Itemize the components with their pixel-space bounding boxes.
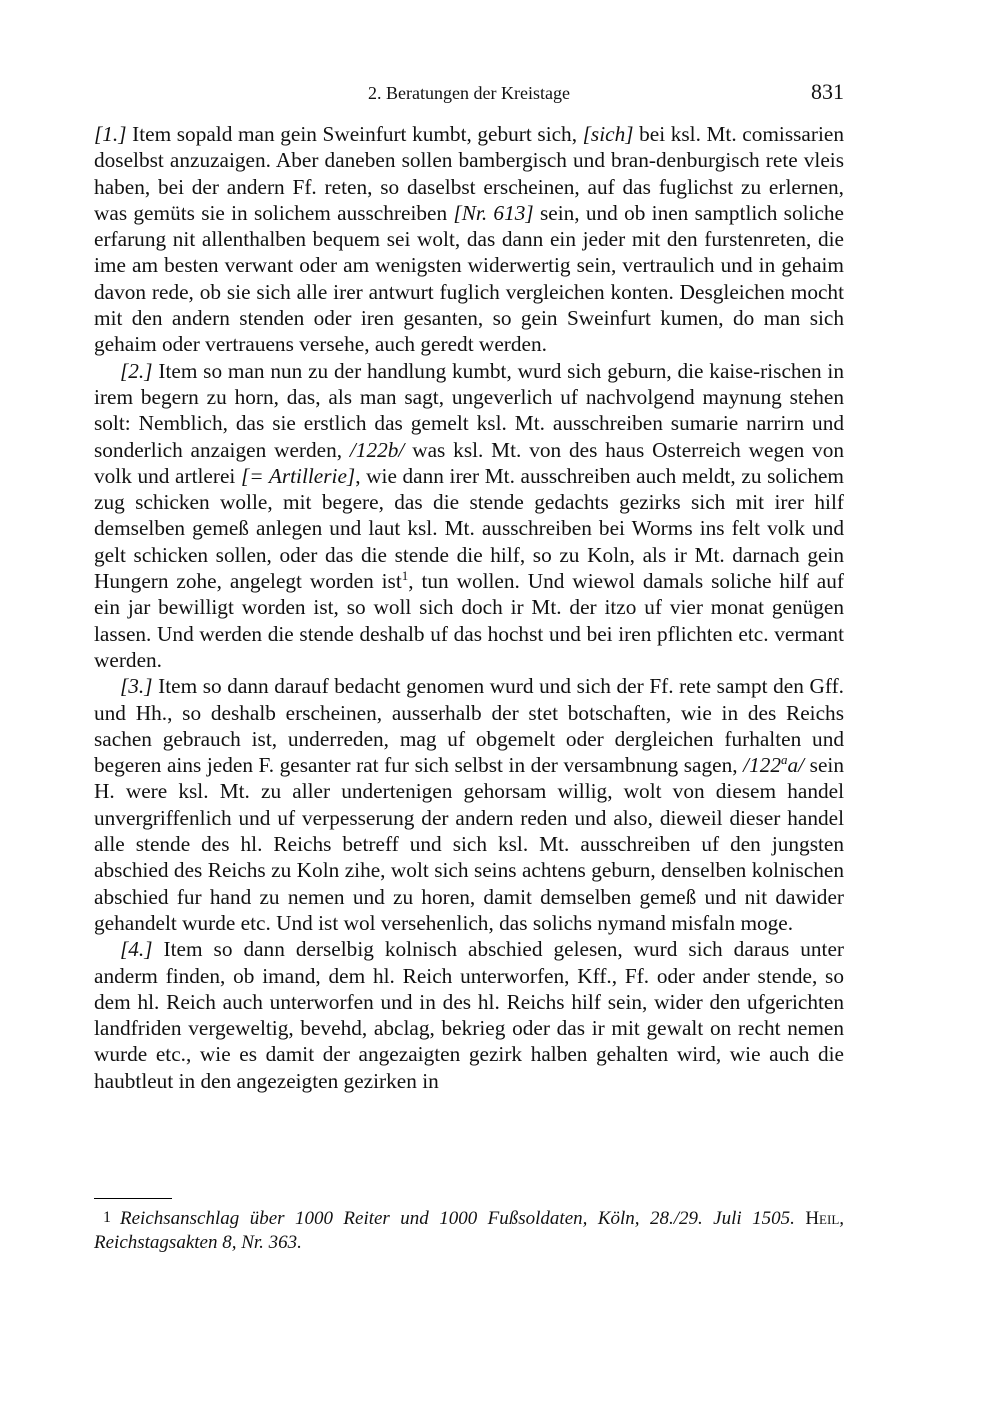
text-run: was ksl. Mt. von des haus Osterreich wegen von volk und artlerei bbox=[94, 437, 845, 488]
page-number: 831 bbox=[811, 79, 844, 104]
running-title: 2. Beratungen der Kreistage bbox=[368, 83, 570, 103]
text-run: Item so man nun zu der handlung kumbt, wurd sich geburn, die kaise-rischen in irem begern zu horn, das, als man sagt, ungeverlich uf nachvolgend maynung stehen solt: Nemblich, das sie erstlich das gemelt ksl. Mt. ausschreiben sumarie narrirn und sonderlich anzaigen werden, bbox=[94, 358, 844, 462]
footnote-reference[interactable]: 1 bbox=[401, 567, 409, 583]
text-run: Item so dann darauf bedacht genomen wurd und sich der Ff. rete sampt den Gff. und Hh., so deshalb erscheinen, ausserhalb der stet botschaften, wie in des Reichs sachen gebrauch ist, underreden, mag uf obgemelt oder dergleichen furhalten und begeren ains jeden F. gesanter rat fur sich selbst in der versambnung sagen, bbox=[94, 674, 844, 778]
footnote-number: 1 bbox=[103, 1209, 111, 1226]
paragraph-4 bbox=[94, 936, 844, 1094]
text-run: Item so dann derselbig kolnisch abschied gelesen, wurd sich daraus unter anderm finden, ob imand, dem hl. Reich unterworfen, Kff., Ff. oder ander stende, so dem hl. Reich auch unterworfen und in des hl. Reichs hilf sein, wider den ufgerichten landfriden vergeweltig, bevehd, abclag, bekrieg oder das ir mit gewalt on recht nemen wurde etc., wie es damit der angezaigten gezirk halben gehalten wird, wie auch die haubtleut in den angezeigten gezirken in bbox=[94, 937, 844, 1093]
text-run: sein H. were ksl. Mt. zu aller undertenigen gehorsam willig, wolt von diesem handel unvergriffenlich und uf verpesserung der andern reden und also, dieweil dieser handel alle stende des hl. Reichs betreff und sich ksl. Mt. ausschreiben uf den jungsten abschied des Reichs zu Koln zihe, wolt sich seins achtens geburn, denselben kolnischen abschied fur hand zu nemen und zu horen, damit demselben gemeß und nit dawider gehandelt wurde etc. Und ist wol versehenlich, das solichs nymand misfaln moge. bbox=[94, 753, 844, 935]
text-run: , wie dann irer Mt. ausschreiben auch meldt, zu solichem zug schicken wolle, mit begere, das die stende gedachts gezirks sich mit irer hilf demselben gemeß anlegen und laut ksl. Mt. ausschreiben bei Worms ins felt volk und gelt schicken sollen, oder das die stende die hilf, so zu Koln, als ir Mt. darnach gein Hungern zohe, angelegt worden ist bbox=[94, 463, 844, 594]
cross-reference: [Nr. 613] bbox=[453, 200, 534, 225]
paragraph-3 bbox=[94, 673, 844, 936]
text-run: bei ksl. Mt. comissarien doselbst anzuzaigen. Aber daneben sollen bambergisch und bran-denburgisch rete vleis haben, bei der andern Ff. reten, so daselbst erscheinen, auf das fuglichst zu erlernen, was gemüts sie in solichem ausschreiben bbox=[94, 122, 844, 225]
paragraph-1 bbox=[94, 121, 844, 358]
editorial-insertion: [sich] bbox=[582, 122, 634, 146]
main-text bbox=[94, 121, 844, 1094]
page-header bbox=[94, 79, 844, 109]
text-run: sein, und ob inen samptlich soliche erfarung nit allenthalben bequem sei wolt, das dann ein jeder mit den furstenreten, die ime am besten verwant oder am wenigsten widerwertig sein, vertraulich und in gehaim davon rede, ob sie sich alle irer antwurt fuglich vergleichen konten. Desgleichen mocht mit den andern stenden oder iren gesanten, so gein Sweinfurt kumen, do man sich gehaim oder vertrauens versehe, auch geredt werden. bbox=[94, 200, 844, 357]
folio-marker: /122b/ bbox=[349, 437, 405, 462]
section-marker: [3.] bbox=[120, 674, 153, 699]
paragraph-2 bbox=[94, 358, 844, 674]
text-run: Item sopald man gein Sweinfurt kumbt, geburt sich, bbox=[126, 122, 583, 146]
folio-number: /122 bbox=[743, 753, 782, 778]
footnote bbox=[94, 1206, 844, 1255]
folio-side: a/ bbox=[787, 753, 805, 778]
footnote-text: Reichsanschlag über 1000 Reiter und 1000 Fußsoldaten, Köln, 28./29. Juli 1505. bbox=[120, 1208, 795, 1229]
section-marker: [2.] bbox=[120, 358, 153, 383]
footnote-source: , Reichstagsakten 8, Nr. 363. bbox=[94, 1208, 845, 1253]
text-run: , tun wollen. Und wiewol damals soliche hilf auf ein jar bewilligt worden ist, so woll sich doch ir Mt. der itzo uf vier monat genügen lassen. Und werden die stende deshalb uf das hochst und bei iren pflichten etc. vermant werden. bbox=[94, 569, 844, 672]
footnote-separator bbox=[94, 1198, 172, 1199]
editorial-insertion: [= Artillerie] bbox=[240, 463, 356, 488]
folio-marker bbox=[743, 753, 804, 777]
footnote-author: Heil bbox=[805, 1208, 840, 1229]
section-marker: [1.] bbox=[94, 122, 127, 146]
folio-superscript: a bbox=[781, 752, 788, 768]
section-marker: [4.] bbox=[120, 937, 153, 962]
